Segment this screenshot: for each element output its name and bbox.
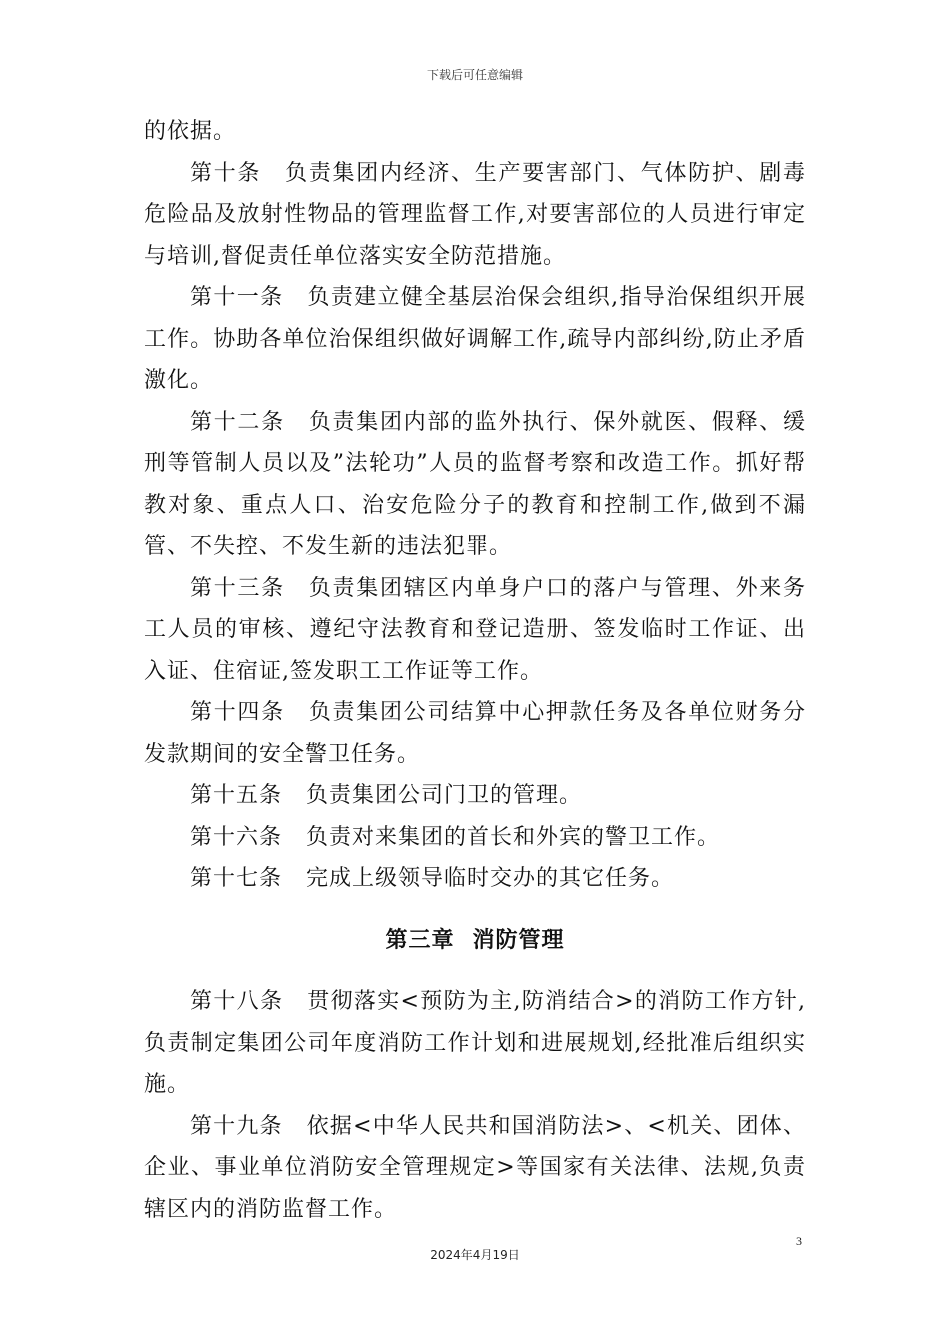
- page-number: 3: [796, 1234, 802, 1248]
- footer-date: 2024年4月19日: [430, 1248, 520, 1262]
- article-number: 第十一条: [190, 285, 284, 310]
- article-13: [144, 568, 806, 693]
- chapter-heading: [144, 920, 806, 962]
- article-text: 负责集团内部的监外执行、保外就医、假释、缓刑等管制人员以及”法轮功”人员的监督考察和改造工作。抓好帮教对象、重点人口、治安危险分子的教育和控制工作,做到不漏管、不失控、不发生新的违法犯罪。: [144, 409, 806, 559]
- article-10: [144, 153, 806, 278]
- page-header: 下载后可任意编辑: [426, 68, 523, 82]
- article-12: [144, 402, 806, 568]
- paragraph-text: 的依据。: [144, 119, 237, 144]
- article-text: 负责集团公司结算中心押款任务及各单位财务分发款期间的安全警卫任务。: [144, 700, 806, 767]
- article-11: [144, 277, 806, 402]
- article-number: 第十九条: [190, 1113, 283, 1139]
- chapter-title: 消防管理: [472, 926, 565, 953]
- article-15: [144, 775, 806, 817]
- chapter-number: 第三章: [385, 926, 455, 953]
- article-number: 第十二条: [190, 409, 285, 435]
- article-18: [144, 981, 806, 1106]
- article-number: 第十条: [190, 160, 262, 186]
- document-body: [144, 111, 806, 1230]
- article-text: 贯彻落实<预防为主,防消结合>的消防工作方针,负责制定集团公司年度消防工作计划和进展规划,经批准后组织实施。: [144, 989, 806, 1097]
- article-14: [144, 692, 806, 775]
- article-text: 负责集团辖区内单身户口的落户与管理、外来务工人员的审核、遵纪守法教育和登记造册、签发临时工作证、出入证、住宿证,签发职工工作证等工作。: [144, 575, 806, 684]
- article-text: 负责对来集团的首长和外宾的警卫工作。: [306, 824, 721, 850]
- article-number: 第十六条: [190, 824, 283, 850]
- article-text: 负责集团内经济、生产要害部门、气体防护、剧毒危险品及放射性物品的管理监督工作,对要害部位的人员进行审定与培训,督促责任单位落实安全防范措施。: [144, 160, 806, 269]
- article-16: [144, 817, 806, 859]
- article-number: 第十七条: [190, 866, 283, 891]
- article-number: 第十四条: [190, 700, 285, 725]
- article-text: 负责建立健全基层治保会组织,指导治保组织开展工作。协助各单位治保组织做好调解工作,疏导内部纠纷,防止矛盾激化。: [144, 285, 806, 393]
- article-number: 第十五条: [190, 783, 283, 808]
- article-text: 负责集团公司门卫的管理。: [306, 783, 583, 808]
- article-17: [144, 858, 806, 900]
- paragraph-continuation: [144, 111, 806, 153]
- article-19: [144, 1106, 806, 1231]
- article-text: 依据<中华人民共和国消防法>、<机关、团体、企业、事业单位消防安全管理规定>等国家有关法律、法规,负责辖区内的消防监督工作。: [144, 1113, 806, 1222]
- article-number: 第十三条: [190, 575, 285, 601]
- article-text: 完成上级领导临时交办的其它任务。: [306, 866, 675, 891]
- article-number: 第十八条: [190, 989, 284, 1014]
